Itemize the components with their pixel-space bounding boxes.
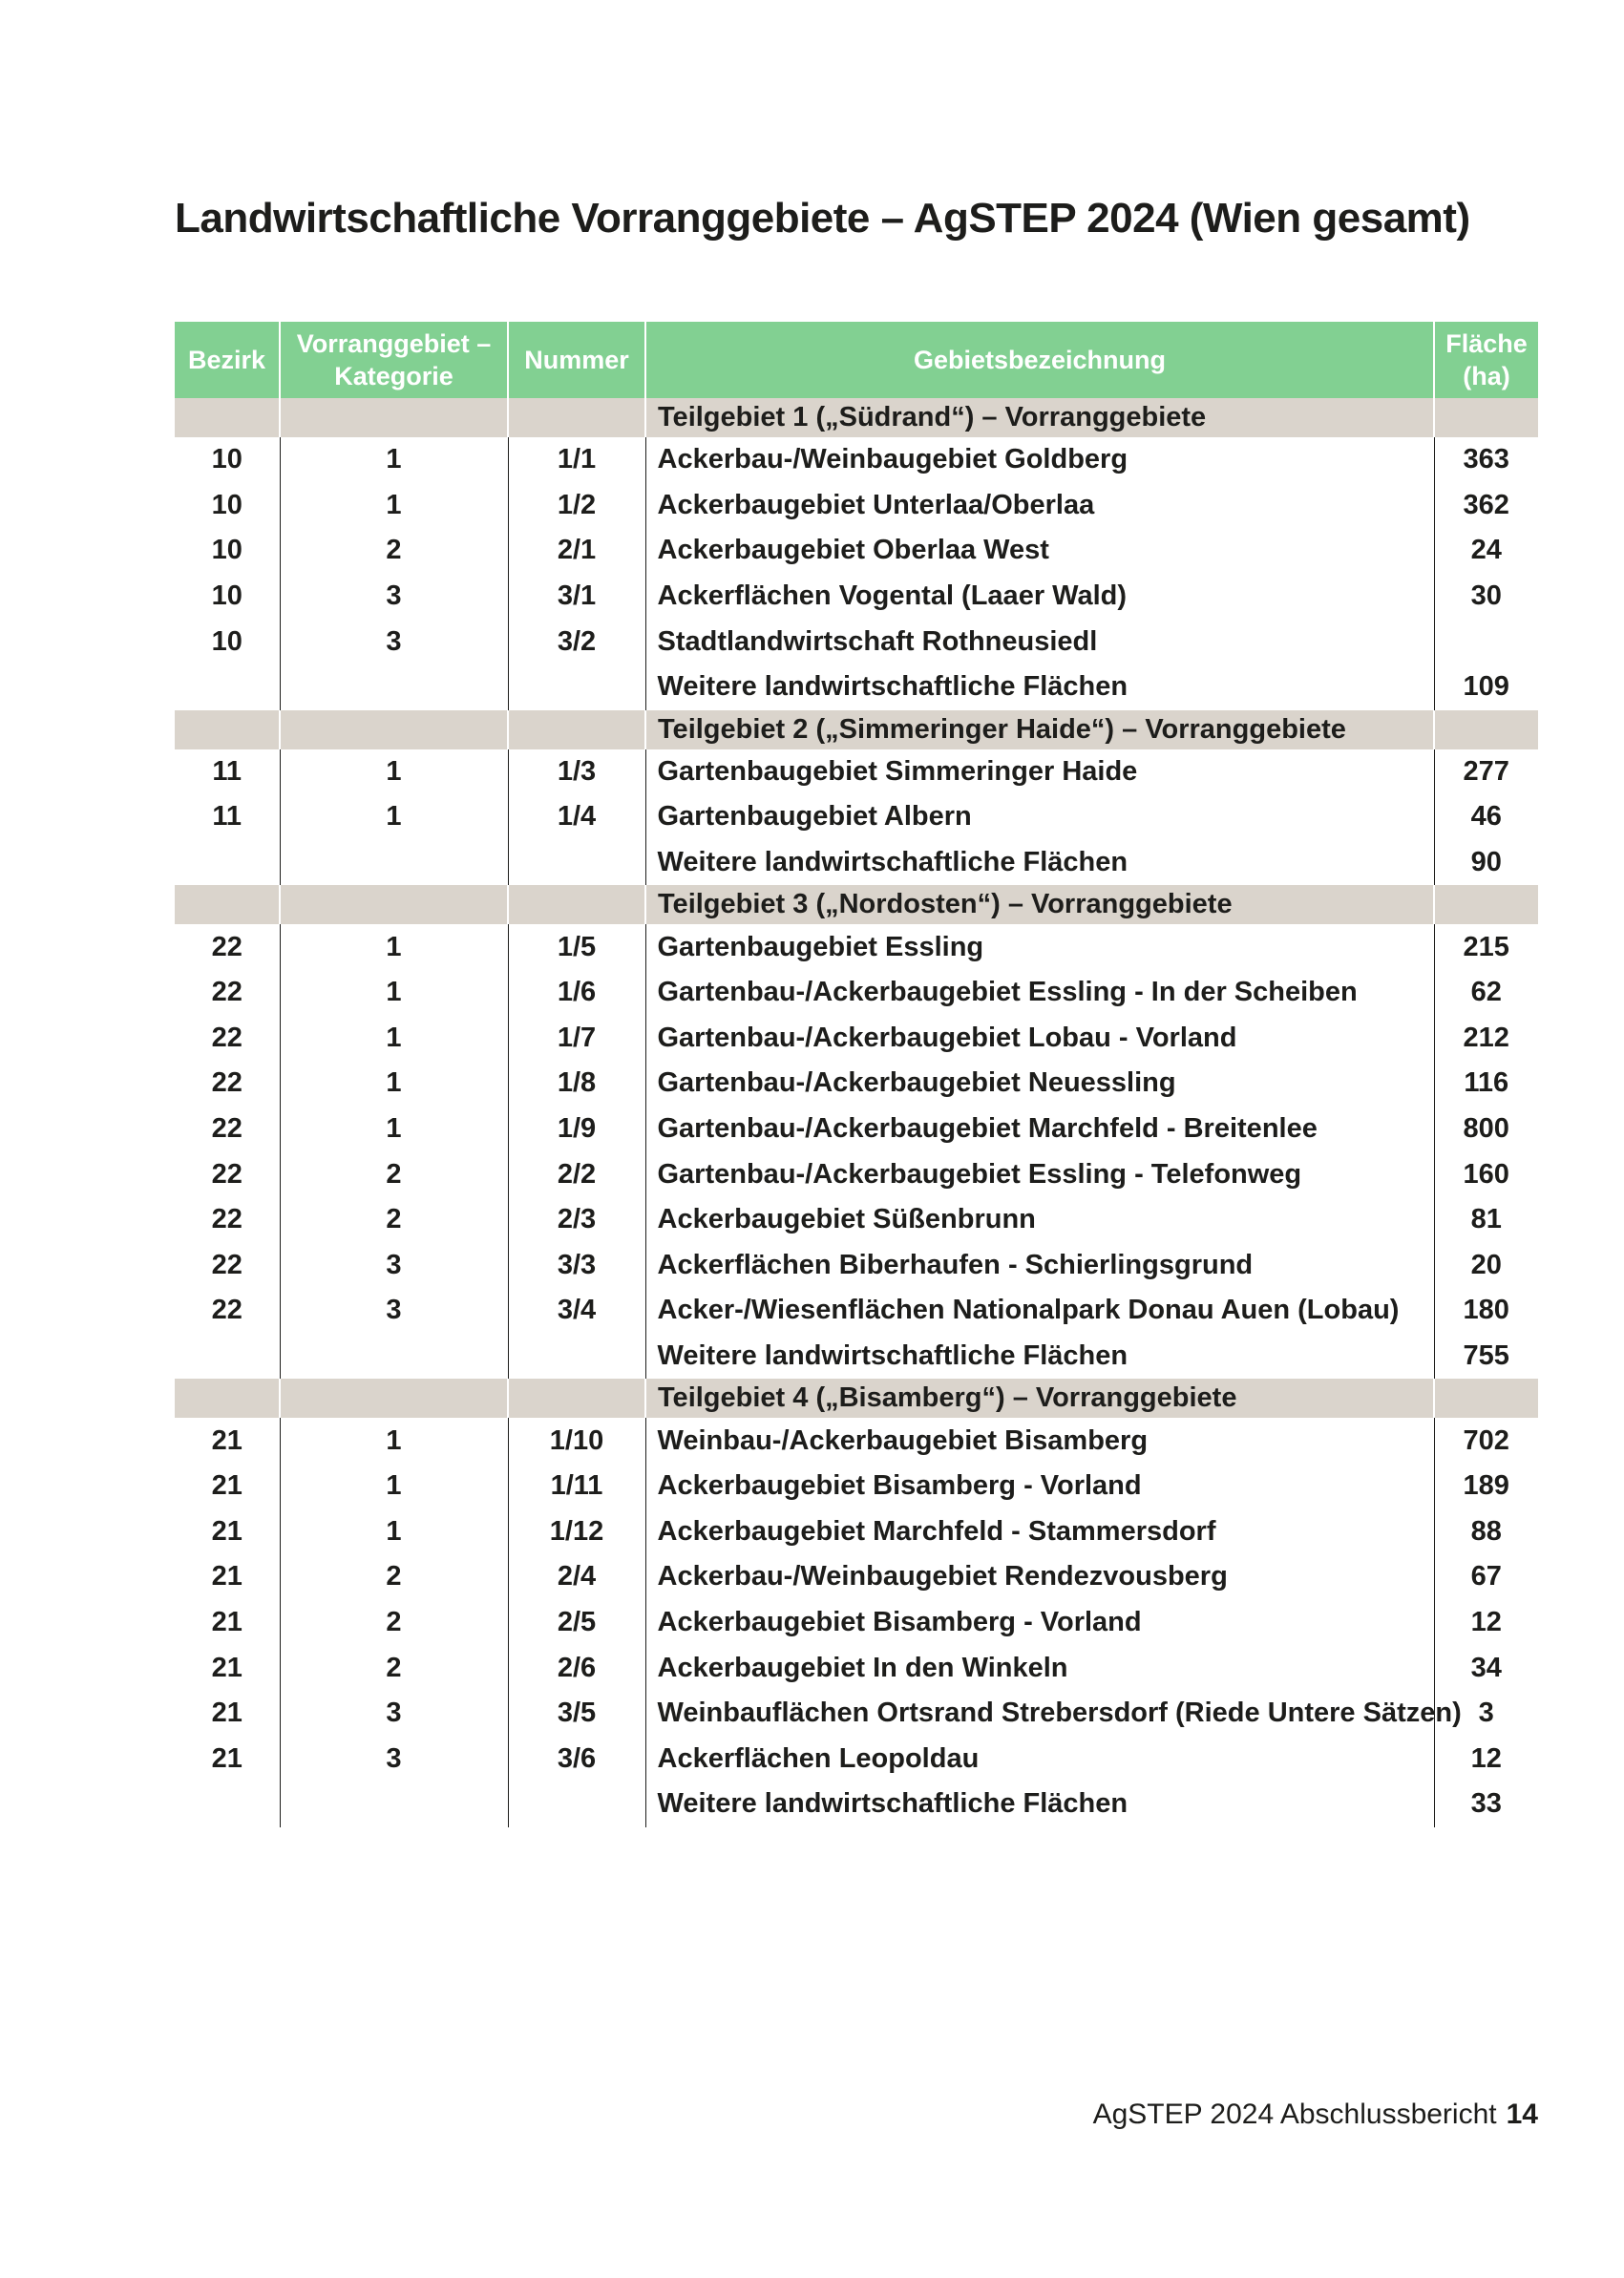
cell-flaeche: 90 bbox=[1434, 840, 1538, 886]
header-flaeche bbox=[1434, 322, 1538, 398]
cell-kategorie: 1 bbox=[280, 483, 508, 529]
cell-gebietsbezeichnung: Gartenbau-/Ackerbaugebiet Essling - Telefonweg bbox=[645, 1151, 1434, 1197]
cell-nummer: 1/1 bbox=[508, 437, 645, 483]
cell-kategorie: 2 bbox=[280, 1151, 508, 1197]
table-row bbox=[175, 483, 1538, 529]
cell-bezirk: 21 bbox=[211, 1698, 243, 1729]
cell-gebietsbezeichnung: Gartenbaugebiet Albern bbox=[645, 794, 1434, 840]
cell-flaeche: 24 bbox=[1434, 528, 1538, 574]
cell-kategorie: 2 bbox=[280, 1554, 508, 1600]
section-empty-cell bbox=[508, 1379, 645, 1418]
cell-nummer: 1/2 bbox=[508, 483, 645, 529]
cell-flaeche bbox=[1434, 619, 1538, 664]
table-row bbox=[175, 1464, 1538, 1509]
cell-flaeche: 212 bbox=[1434, 1016, 1538, 1062]
cell-bezirk: 22 bbox=[211, 977, 243, 1008]
section-label: Teilgebiet 2 („Simmeringer Haide“) – Vorranggebiete bbox=[645, 710, 1434, 749]
cell-kategorie: 3 bbox=[280, 1243, 508, 1289]
cell-flaeche: 755 bbox=[1434, 1334, 1538, 1380]
cell-flaeche: 116 bbox=[1434, 1061, 1538, 1107]
cell-nummer bbox=[508, 1334, 645, 1380]
cell-kategorie: 3 bbox=[280, 574, 508, 620]
cell-bezirk: 22 bbox=[211, 1249, 243, 1280]
cell-nummer: 3/4 bbox=[508, 1288, 645, 1334]
section-empty-cell bbox=[175, 1379, 280, 1418]
cell-bezirk bbox=[175, 840, 280, 886]
header-gebiet: Gebietsbezeichnung bbox=[645, 322, 1434, 398]
cell-kategorie: 3 bbox=[280, 1691, 508, 1737]
cell-nummer: 1/12 bbox=[508, 1508, 645, 1554]
table-row bbox=[175, 1508, 1538, 1554]
cell-nummer: 2/3 bbox=[508, 1197, 645, 1243]
cell-nummer: 3/3 bbox=[508, 1243, 645, 1289]
section-empty-cell bbox=[280, 885, 508, 924]
section-row bbox=[175, 885, 1538, 924]
table-header-row bbox=[175, 322, 1538, 398]
cell-bezirk: 21 bbox=[211, 1742, 243, 1774]
table-row bbox=[175, 1016, 1538, 1062]
cell-nummer: 1/7 bbox=[508, 1016, 645, 1062]
cell-kategorie: 1 bbox=[280, 1016, 508, 1062]
table-row bbox=[175, 1243, 1538, 1289]
cell-flaeche: 800 bbox=[1434, 1107, 1538, 1152]
header-kategorie bbox=[280, 322, 508, 398]
section-empty-cell bbox=[1434, 398, 1538, 437]
cell-nummer: 1/8 bbox=[508, 1061, 645, 1107]
section-empty-cell bbox=[1434, 885, 1538, 924]
cell-gebietsbezeichnung: Weitere landwirtschaftliche Flächen bbox=[645, 1782, 1434, 1827]
cell-bezirk: 11 bbox=[212, 755, 243, 787]
cell-nummer: 3/5 bbox=[508, 1691, 645, 1737]
cell-bezirk: 21 bbox=[211, 1561, 243, 1592]
cell-flaeche: 34 bbox=[1434, 1645, 1538, 1691]
cell-gebietsbezeichnung: Ackerflächen Vogental (Laaer Wald) bbox=[645, 574, 1434, 620]
table-row bbox=[175, 840, 1538, 886]
cell-gebietsbezeichnung: Ackerbaugebiet Süßenbrunn bbox=[645, 1197, 1434, 1243]
table-row bbox=[175, 574, 1538, 620]
section-empty-cell bbox=[280, 398, 508, 437]
cell-nummer: 1/4 bbox=[508, 794, 645, 840]
cell-nummer bbox=[508, 664, 645, 710]
cell-nummer: 3/2 bbox=[508, 619, 645, 664]
section-empty-cell bbox=[1434, 1379, 1538, 1418]
cell-nummer: 1/6 bbox=[508, 970, 645, 1016]
cell-gebietsbezeichnung: Ackerbaugebiet Marchfeld - Stammersdorf bbox=[645, 1508, 1434, 1554]
cell-gebietsbezeichnung: Weitere landwirtschaftliche Flächen bbox=[645, 840, 1434, 886]
table-row bbox=[175, 1418, 1538, 1464]
cell-kategorie: 1 bbox=[280, 1107, 508, 1152]
cell-kategorie: 1 bbox=[280, 970, 508, 1016]
cell-gebietsbezeichnung: Weitere landwirtschaftliche Flächen bbox=[645, 1334, 1434, 1380]
cell-bezirk: 22 bbox=[211, 1067, 243, 1099]
cell-bezirk: 21 bbox=[211, 1515, 243, 1547]
cell-flaeche: 189 bbox=[1434, 1464, 1538, 1509]
cell-flaeche: 20 bbox=[1434, 1243, 1538, 1289]
cell-kategorie: 1 bbox=[280, 1418, 508, 1464]
header-flaeche-line2: (ha) bbox=[1463, 362, 1510, 390]
cell-gebietsbezeichnung: Ackerbaugebiet Unterlaa/Oberlaa bbox=[645, 483, 1434, 529]
table-row bbox=[175, 794, 1538, 840]
cell-flaeche: 67 bbox=[1434, 1554, 1538, 1600]
cell-kategorie bbox=[280, 1334, 508, 1380]
section-row bbox=[175, 398, 1538, 437]
section-empty-cell bbox=[175, 885, 280, 924]
table-row bbox=[175, 664, 1538, 710]
cell-flaeche: 160 bbox=[1434, 1151, 1538, 1197]
cell-bezirk: 22 bbox=[211, 1204, 243, 1235]
cell-bezirk: 22 bbox=[211, 931, 243, 962]
cell-nummer bbox=[508, 1782, 645, 1827]
cell-flaeche: 81 bbox=[1434, 1197, 1538, 1243]
cell-kategorie: 1 bbox=[280, 1508, 508, 1554]
cell-gebietsbezeichnung: Weinbau-/Ackerbaugebiet Bisamberg bbox=[645, 1418, 1434, 1464]
cell-flaeche: 702 bbox=[1434, 1418, 1538, 1464]
header-bezirk: Bezirk bbox=[175, 322, 280, 398]
header-kategorie-line2: Kategorie bbox=[334, 362, 453, 390]
cell-flaeche: 62 bbox=[1434, 970, 1538, 1016]
cell-nummer: 1/10 bbox=[508, 1418, 645, 1464]
cell-flaeche: 215 bbox=[1434, 924, 1538, 970]
section-label: Teilgebiet 3 („Nordosten“) – Vorranggebiete bbox=[645, 885, 1434, 924]
cell-flaeche: 12 bbox=[1434, 1736, 1538, 1782]
cell-gebietsbezeichnung: Ackerflächen Leopoldau bbox=[645, 1736, 1434, 1782]
cell-kategorie: 3 bbox=[280, 1736, 508, 1782]
section-label: Teilgebiet 1 („Südrand“) – Vorranggebiete bbox=[645, 398, 1434, 437]
cell-gebietsbezeichnung: Ackerflächen Biberhaufen - Schierlingsgrund bbox=[645, 1243, 1434, 1289]
cell-flaeche: 33 bbox=[1434, 1782, 1538, 1827]
cell-gebietsbezeichnung: Gartenbau-/Ackerbaugebiet Essling - In der Scheiben bbox=[645, 970, 1434, 1016]
cell-kategorie: 1 bbox=[280, 924, 508, 970]
table-row bbox=[175, 970, 1538, 1016]
cell-gebietsbezeichnung: Acker-/Wiesenflächen Nationalpark Donau Auen (Lobau) bbox=[645, 1288, 1434, 1334]
cell-gebietsbezeichnung: Ackerbaugebiet Bisamberg - Vorland bbox=[645, 1464, 1434, 1509]
section-empty-cell bbox=[1434, 710, 1538, 749]
cell-nummer: 2/5 bbox=[508, 1600, 645, 1646]
cell-bezirk: 10 bbox=[211, 535, 243, 566]
cell-bezirk bbox=[175, 664, 280, 710]
cell-gebietsbezeichnung: Weitere landwirtschaftliche Flächen bbox=[645, 664, 1434, 710]
cell-kategorie bbox=[280, 664, 508, 710]
page-number: 14 bbox=[1506, 2099, 1538, 2130]
footer-text: AgSTEP 2024 Abschlussbericht bbox=[1092, 2099, 1497, 2130]
table-body bbox=[175, 398, 1538, 1827]
cell-kategorie: 1 bbox=[280, 1061, 508, 1107]
cell-bezirk: 10 bbox=[211, 625, 243, 657]
cell-flaeche: 30 bbox=[1434, 574, 1538, 620]
cell-nummer: 2/6 bbox=[508, 1645, 645, 1691]
cell-flaeche: 88 bbox=[1434, 1508, 1538, 1554]
cell-gebietsbezeichnung: Ackerbaugebiet Oberlaa West bbox=[645, 528, 1434, 574]
section-label: Teilgebiet 4 („Bisamberg“) – Vorranggebiete bbox=[645, 1379, 1434, 1418]
section-empty-cell bbox=[508, 885, 645, 924]
cell-kategorie bbox=[280, 1782, 508, 1827]
cell-nummer: 1/5 bbox=[508, 924, 645, 970]
cell-kategorie: 1 bbox=[280, 749, 508, 795]
cell-gebietsbezeichnung: Ackerbau-/Weinbaugebiet Rendezvousberg bbox=[645, 1554, 1434, 1600]
section-empty-cell bbox=[175, 710, 280, 749]
cell-gebietsbezeichnung: Gartenbaugebiet Essling bbox=[645, 924, 1434, 970]
cell-gebietsbezeichnung: Stadtlandwirtschaft Rothneusiedl bbox=[645, 619, 1434, 664]
cell-flaeche: 46 bbox=[1434, 794, 1538, 840]
cell-bezirk bbox=[175, 1334, 280, 1380]
table-row bbox=[175, 1197, 1538, 1243]
cell-bezirk: 10 bbox=[211, 580, 243, 612]
cell-flaeche: 3 bbox=[1434, 1691, 1538, 1737]
cell-flaeche: 12 bbox=[1434, 1600, 1538, 1646]
cell-flaeche: 180 bbox=[1434, 1288, 1538, 1334]
table-row bbox=[175, 619, 1538, 664]
page-footer bbox=[1093, 2099, 1538, 2131]
cell-gebietsbezeichnung: Gartenbau-/Ackerbaugebiet Lobau - Vorland bbox=[645, 1016, 1434, 1062]
cell-kategorie: 2 bbox=[280, 1197, 508, 1243]
header-nummer: Nummer bbox=[508, 322, 645, 398]
cell-bezirk: 10 bbox=[211, 489, 243, 520]
header-kategorie-line1: Vorranggebiet – bbox=[296, 329, 492, 358]
cell-nummer bbox=[508, 840, 645, 886]
cell-bezirk: 22 bbox=[211, 1022, 243, 1053]
cell-bezirk bbox=[175, 1782, 280, 1827]
table-row bbox=[175, 1554, 1538, 1600]
cell-flaeche: 363 bbox=[1434, 437, 1538, 483]
cell-gebietsbezeichnung: Ackerbaugebiet Bisamberg - Vorland bbox=[645, 1600, 1434, 1646]
cell-nummer: 3/6 bbox=[508, 1736, 645, 1782]
cell-bezirk: 11 bbox=[212, 801, 243, 833]
table-row bbox=[175, 1288, 1538, 1334]
section-empty-cell bbox=[175, 398, 280, 437]
table-row bbox=[175, 1151, 1538, 1197]
table-row bbox=[175, 1061, 1538, 1107]
table-row bbox=[175, 437, 1538, 483]
cell-kategorie: 2 bbox=[280, 1645, 508, 1691]
cell-bezirk: 10 bbox=[211, 444, 243, 475]
cell-gebietsbezeichnung: Ackerbau-/Weinbaugebiet Goldberg bbox=[645, 437, 1434, 483]
cell-kategorie: 1 bbox=[280, 1464, 508, 1509]
section-row bbox=[175, 1379, 1538, 1418]
cell-gebietsbezeichnung: Gartenbau-/Ackerbaugebiet Marchfeld - Breitenlee bbox=[645, 1107, 1434, 1152]
cell-kategorie: 1 bbox=[280, 794, 508, 840]
table-row bbox=[175, 1736, 1538, 1782]
header-flaeche-line1: Fläche bbox=[1445, 329, 1528, 358]
section-row bbox=[175, 710, 1538, 749]
cell-gebietsbezeichnung: Ackerbaugebiet In den Winkeln bbox=[645, 1645, 1434, 1691]
page-title: Landwirtschaftliche Vorranggebiete – AgSTEP 2024 (Wien gesamt) bbox=[175, 195, 1470, 242]
cell-gebietsbezeichnung: Weinbauflächen Ortsrand Strebersdorf (Riede Untere Sätzen) bbox=[645, 1691, 1434, 1737]
vorranggebiete-table bbox=[175, 322, 1538, 1827]
section-empty-cell bbox=[280, 1379, 508, 1418]
cell-kategorie: 2 bbox=[280, 528, 508, 574]
table-row bbox=[175, 749, 1538, 795]
table-row bbox=[175, 528, 1538, 574]
cell-nummer: 2/2 bbox=[508, 1151, 645, 1197]
section-empty-cell bbox=[508, 710, 645, 749]
section-empty-cell bbox=[280, 710, 508, 749]
table-row bbox=[175, 1782, 1538, 1827]
table-row bbox=[175, 1600, 1538, 1646]
cell-gebietsbezeichnung: Gartenbaugebiet Simmeringer Haide bbox=[645, 749, 1434, 795]
cell-bezirk: 22 bbox=[211, 1113, 243, 1145]
table-row bbox=[175, 1645, 1538, 1691]
section-empty-cell bbox=[508, 398, 645, 437]
cell-bezirk: 21 bbox=[211, 1606, 243, 1637]
table-row bbox=[175, 924, 1538, 970]
cell-nummer: 3/1 bbox=[508, 574, 645, 620]
cell-bezirk: 21 bbox=[211, 1424, 243, 1456]
cell-flaeche: 362 bbox=[1434, 483, 1538, 529]
cell-kategorie: 3 bbox=[280, 1288, 508, 1334]
cell-bezirk: 21 bbox=[211, 1652, 243, 1683]
cell-flaeche: 109 bbox=[1434, 664, 1538, 710]
cell-flaeche: 277 bbox=[1434, 749, 1538, 795]
cell-nummer: 1/3 bbox=[508, 749, 645, 795]
cell-kategorie: 2 bbox=[280, 1600, 508, 1646]
cell-bezirk: 21 bbox=[211, 1470, 243, 1502]
cell-bezirk: 22 bbox=[211, 1295, 243, 1326]
cell-nummer: 2/4 bbox=[508, 1554, 645, 1600]
cell-nummer: 1/11 bbox=[508, 1464, 645, 1509]
table-row bbox=[175, 1107, 1538, 1152]
cell-kategorie: 3 bbox=[280, 619, 508, 664]
table-row bbox=[175, 1691, 1538, 1737]
cell-nummer: 2/1 bbox=[508, 528, 645, 574]
cell-kategorie: 1 bbox=[280, 437, 508, 483]
cell-bezirk: 22 bbox=[211, 1158, 243, 1190]
cell-gebietsbezeichnung: Gartenbau-/Ackerbaugebiet Neuessling bbox=[645, 1061, 1434, 1107]
cell-kategorie bbox=[280, 840, 508, 886]
table-row bbox=[175, 1334, 1538, 1380]
cell-nummer: 1/9 bbox=[508, 1107, 645, 1152]
